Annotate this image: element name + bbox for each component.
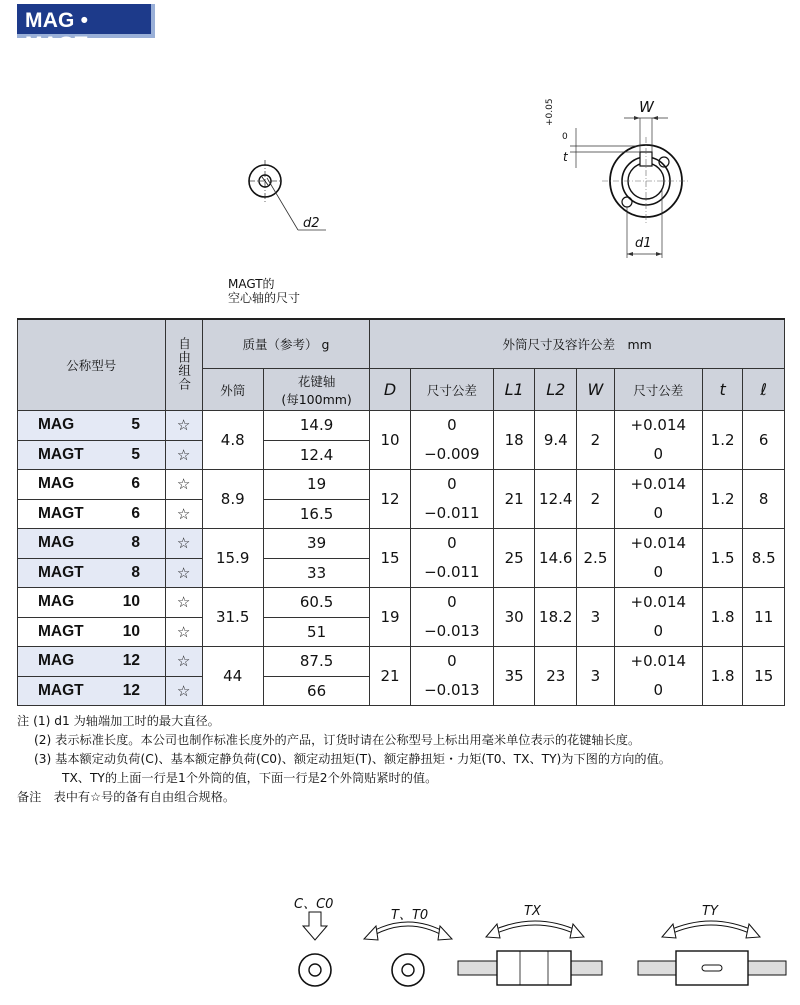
header-model: 公称型号 xyxy=(18,319,166,411)
W-tol-cell: +0.014 0 xyxy=(614,470,702,529)
free-combo-star: ☆ xyxy=(165,558,202,588)
header-D-tol: 尺寸公差 xyxy=(410,369,493,411)
model-cell: MAG 6 xyxy=(18,470,166,500)
note-3: (3) 基本额定动负荷(C)、基本额定静负荷(C0)、额定动扭矩(T)、额定静扭矩・力矩(T0、TX、TY)为下图的方向的值。 xyxy=(34,752,671,766)
table-row xyxy=(18,529,785,559)
L1-cell: 21 xyxy=(493,470,534,529)
D-cell: 21 xyxy=(370,647,410,706)
l-cell: 8 xyxy=(743,470,785,529)
header-L2: L2 xyxy=(535,369,577,411)
mass-outer-cell: 15.9 xyxy=(202,529,263,588)
mass-shaft-cell: 39 xyxy=(263,529,370,559)
W-tol-cell: +0.014 0 xyxy=(614,529,702,588)
mass-shaft-cell: 16.5 xyxy=(263,499,370,529)
header-free-combo: 自由组合 xyxy=(165,319,202,411)
notes xyxy=(17,712,787,807)
L1-cell: 35 xyxy=(493,647,534,706)
free-combo-star: ☆ xyxy=(165,499,202,529)
D-cell: 19 xyxy=(370,588,410,647)
header-W-tol: 尺寸公差 xyxy=(614,369,702,411)
mass-shaft-cell: 14.9 xyxy=(263,411,370,441)
free-combo-star: ☆ xyxy=(165,529,202,559)
t-cell: 1.2 xyxy=(702,470,743,529)
D-tol-cell: 0 −0.009 xyxy=(410,411,493,470)
W-tol-cell: +0.014 0 xyxy=(614,588,702,647)
header-D: D xyxy=(370,369,410,411)
t-cell: 1.5 xyxy=(702,529,743,588)
dim-label-t-tol-lower: 0 xyxy=(562,132,568,142)
model-cell: MAGT 12 xyxy=(18,676,166,706)
label-t: T、T0 xyxy=(391,908,429,923)
model-cell: MAGT 10 xyxy=(18,617,166,647)
model-cell: MAGT 6 xyxy=(18,499,166,529)
header-dims: 外筒尺寸及容许公差 mm xyxy=(370,319,785,369)
model-cell: MAG 5 xyxy=(18,411,166,441)
L2-cell: 18.2 xyxy=(535,588,577,647)
header-mass-shaft: 花键轴 (每100mm) xyxy=(263,369,370,411)
W-cell: 2 xyxy=(577,470,615,529)
D-tol-cell: 0 −0.011 xyxy=(410,529,493,588)
model-cell: MAGT 8 xyxy=(18,558,166,588)
mass-shaft-cell: 19 xyxy=(263,470,370,500)
mass-outer-cell: 31.5 xyxy=(202,588,263,647)
load-direction-diagrams xyxy=(0,885,800,1005)
hollow-shaft-drawing xyxy=(0,0,800,300)
W-cell: 3 xyxy=(577,588,615,647)
note-2: (2) 表示标准长度。本公司也制作标准长度外的产品，订货时请在公称型号上标出用毫米单位表示的花键轴长度。 xyxy=(34,733,641,747)
mass-shaft-cell: 60.5 xyxy=(263,588,370,618)
dim-label-d1: d1 xyxy=(635,236,652,251)
l-cell: 6 xyxy=(743,411,785,470)
mass-shaft-cell: 12.4 xyxy=(263,440,370,470)
remark: 备注 表中有☆号的备有自由组合规格。 xyxy=(17,790,236,804)
t-cell: 1.2 xyxy=(702,411,743,470)
header-l: ℓ xyxy=(743,369,785,411)
W-cell: 2.5 xyxy=(577,529,615,588)
page-title: MAG • MAGT xyxy=(25,9,89,56)
note-1: 注 (1) d1 为轴端加工时的最大直径。 xyxy=(17,714,220,728)
mass-outer-cell: 8.9 xyxy=(202,470,263,529)
L2-cell: 9.4 xyxy=(535,411,577,470)
D-tol-cell: 0 −0.013 xyxy=(410,588,493,647)
dim-label-w: W xyxy=(639,98,654,116)
hollow-shaft-caption: MAGT的 空心轴的尺寸 xyxy=(228,277,301,305)
mass-outer-cell: 4.8 xyxy=(202,411,263,470)
free-combo-star: ☆ xyxy=(165,411,202,441)
model-cell: MAG 12 xyxy=(18,647,166,677)
table-row xyxy=(18,588,785,618)
free-combo-star: ☆ xyxy=(165,440,202,470)
label-ty: TY xyxy=(702,904,718,919)
label-tx: TX xyxy=(524,904,541,919)
mass-shaft-cell: 51 xyxy=(263,617,370,647)
W-tol-cell: +0.014 0 xyxy=(614,647,702,706)
L1-cell: 25 xyxy=(493,529,534,588)
header-mass: 质量（参考） g xyxy=(202,319,370,369)
W-cell: 3 xyxy=(577,647,615,706)
note-3-cont: TX、TY的上面一行是1个外筒的值，下面一行是2个外筒贴紧时的值。 xyxy=(62,771,438,785)
D-cell: 12 xyxy=(370,470,410,529)
l-cell: 11 xyxy=(743,588,785,647)
header-W: W xyxy=(577,369,615,411)
mass-shaft-cell: 87.5 xyxy=(263,647,370,677)
mass-shaft-cell: 33 xyxy=(263,558,370,588)
l-cell: 8.5 xyxy=(743,529,785,588)
L2-cell: 14.6 xyxy=(535,529,577,588)
dim-label-d2: d2 xyxy=(303,216,320,231)
model-cell: MAGT 5 xyxy=(18,440,166,470)
header-t: t xyxy=(702,369,743,411)
D-cell: 15 xyxy=(370,529,410,588)
W-cell: 2 xyxy=(577,411,615,470)
L2-cell: 12.4 xyxy=(535,470,577,529)
W-tol-cell: +0.014 0 xyxy=(614,411,702,470)
L1-cell: 30 xyxy=(493,588,534,647)
D-cell: 10 xyxy=(370,411,410,470)
dim-label-t-tol-upper: +0.05 xyxy=(545,98,555,126)
free-combo-star: ☆ xyxy=(165,647,202,677)
header-L1: L1 xyxy=(493,369,534,411)
model-cell: MAG 8 xyxy=(18,529,166,559)
l-cell: 15 xyxy=(743,647,785,706)
L1-cell: 18 xyxy=(493,411,534,470)
table-row xyxy=(18,470,785,500)
t-cell: 1.8 xyxy=(702,647,743,706)
free-combo-star: ☆ xyxy=(165,617,202,647)
spec-table xyxy=(17,318,785,706)
table-row xyxy=(18,647,785,677)
free-combo-star: ☆ xyxy=(165,470,202,500)
label-c: C、C0 xyxy=(294,897,334,912)
table-row xyxy=(18,411,785,441)
D-tol-cell: 0 −0.013 xyxy=(410,647,493,706)
t-cell: 1.8 xyxy=(702,588,743,647)
D-tol-cell: 0 −0.011 xyxy=(410,470,493,529)
mass-outer-cell: 44 xyxy=(202,647,263,706)
L2-cell: 23 xyxy=(535,647,577,706)
free-combo-star: ☆ xyxy=(165,588,202,618)
header-mass-outer: 外筒 xyxy=(202,369,263,411)
free-combo-star: ☆ xyxy=(165,676,202,706)
model-cell: MAG 10 xyxy=(18,588,166,618)
dim-label-t: t xyxy=(563,150,568,164)
mass-shaft-cell: 66 xyxy=(263,676,370,706)
